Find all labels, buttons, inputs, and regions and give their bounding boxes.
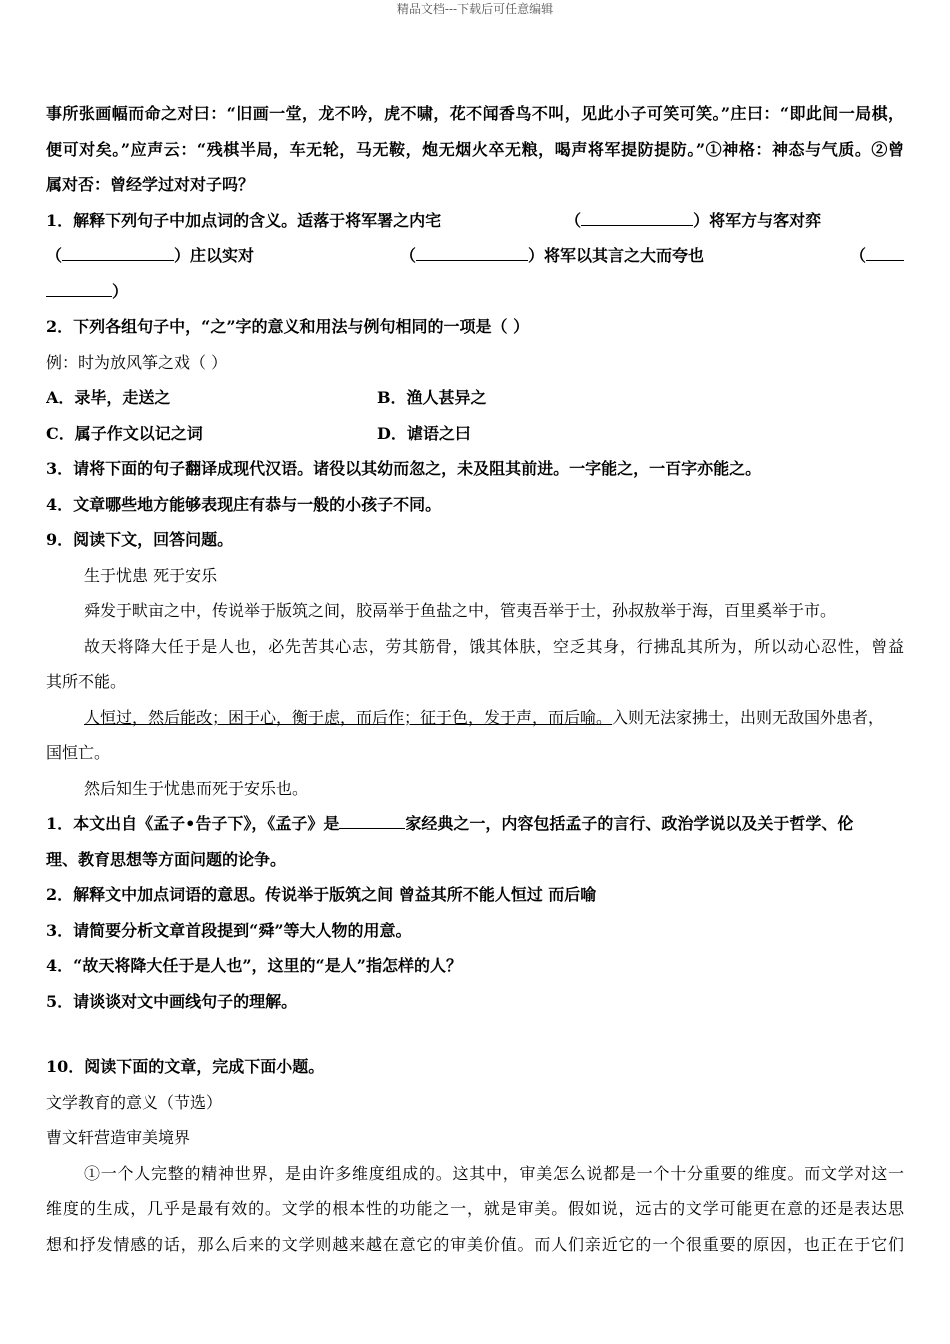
options-row [46, 416, 904, 452]
article-author: 曹文轩营造审美境界 [46, 1128, 191, 1147]
text-line: 事所张画幅而命之对曰：“旧画一堂，龙不吟，虎不啸，花不闻香鸟不叫，见此小子可笑可笑。”庄曰：“即此间一局棋， [46, 104, 904, 123]
passage-line: 人恒过，然后能改；困于心，衡于虑，而后作；征于色，发于声，而后喻。入则无法家拂士，出则无敌国外患者， [84, 707, 885, 727]
answer-blank[interactable] [416, 246, 528, 261]
sub-question-1: 1．本文出自《孟子•告子下》，《孟子》是 家经典之一，内容包括孟子的言行、政治学说以及关于哲学、伦 [46, 814, 854, 833]
answer-blank[interactable] [581, 211, 693, 226]
passage-title: 生于忧患 死于安乐 [84, 565, 218, 585]
question-1-continued: （ ）庄以实对 （ ）将军以其言之大而夸也 （ [46, 238, 904, 274]
article-line: 想和抒发情感的话，那么后来的文学则越来越在意它的审美价值。而人们亲近它的一个很重要的原因，也正在于它们 [46, 1234, 904, 1254]
text-line: 属对否：曾经学过对对子吗？ [46, 175, 255, 194]
page-header: 精品文档---下载后可任意编辑 [396, 2, 554, 16]
option-d[interactable]: D．谑语之曰 [377, 423, 471, 443]
passage-line: 然后知生于忧患而死于安乐也。 [84, 778, 309, 798]
sub-question-3: 3．请简要分析文章首段提到“舜”等大人物的用意。 [46, 920, 412, 940]
question-1: 1．解释下列句子中加点词的含义。适落于将军署之内宅 （ ）将军方与客对弈 [46, 210, 822, 230]
answer-blank[interactable] [866, 246, 904, 261]
question-2: 2．下列各组句子中，“之”字的意义和用法与例句相同的一项是（ ） [46, 317, 530, 336]
option-b[interactable]: B．渔人甚异之 [377, 388, 487, 407]
spacer [46, 1019, 904, 1049]
text-line: 便可对矣。”应声云：“残棋半局，车无轮，马无鞍，炮无烟火卒无粮，喝声将军提防提防。”①神格：神态与气质。②曾 [46, 139, 904, 159]
passage-line: 故天将降大任于是人也，必先苦其心志，劳其筋骨，饿其体肤，空乏其身，行拂乱其所为，所以动心忍性，曾益 [84, 636, 904, 656]
question-2-example: 例：时为放风筝之戏（ ） [46, 352, 228, 372]
option-c[interactable]: C．属子作文以记之词 [46, 423, 203, 443]
options-row [46, 380, 904, 416]
question-1-end: ） [46, 274, 904, 310]
passage-line: 其所不能。 [46, 672, 127, 691]
underlined-sentence: 人恒过，然后能改；困于心，衡于虑，而后作；征于色，发于声，而后喻。 [84, 707, 613, 727]
question-9: 9．阅读下文，回答问题。 [46, 530, 234, 549]
option-a[interactable]: A．录毕，走送之 [46, 388, 171, 407]
answer-blank[interactable] [62, 246, 174, 261]
answer-blank[interactable] [339, 814, 405, 829]
article-line: ①一个人完整的精神世界，是由许多维度组成的。这其中，审美怎么说都是一个十分重要的维度。而文学对这一 [84, 1163, 904, 1183]
sub-question-1-continued: 理、教育思想等方面问题的论争。 [46, 849, 287, 869]
question-1-text: 1．解释下列句子中加点词的含义。适落于将军署之内宅 [46, 210, 442, 230]
sub-question-2: 2．解释文中加点词语的意思。传说举于版筑之间 曾益其所不能人恒过 而后喻 [46, 885, 597, 904]
question-4: 4．文章哪些地方能够表现庄有恭与一般的小孩子不同。 [46, 494, 442, 514]
passage-line: 舜发于畎亩之中，传说举于版筑之间，胶鬲举于鱼盐之中，管夷吾举于士，孙叔敖举于海，百里奚举于市。 [84, 601, 837, 620]
document-body [46, 96, 904, 1262]
article-line: 维度的生成，几乎是最有效的。文学的根本性的功能之一，就是审美。假如说，远古的文学可能更在意的还是表达思 [46, 1199, 904, 1218]
question-3: 3．请将下面的句子翻译成现代汉语。诸役以其幼而忽之，未及阻其前进。一字能之，一百字亦能之。 [46, 459, 762, 478]
answer-blank[interactable] [46, 282, 112, 297]
sub-question-4: 4．“故天将降大任于是人也”，这里的“是人”指怎样的人？ [46, 956, 462, 975]
question-10: 10．阅读下面的文章，完成下面小题。 [46, 1057, 325, 1076]
article-title: 文学教育的意义（节选） [46, 1092, 223, 1112]
sub-question-5: 5．请谈谈对文中画线句子的理解。 [46, 991, 298, 1011]
passage-line: 国恒亡。 [46, 743, 111, 762]
